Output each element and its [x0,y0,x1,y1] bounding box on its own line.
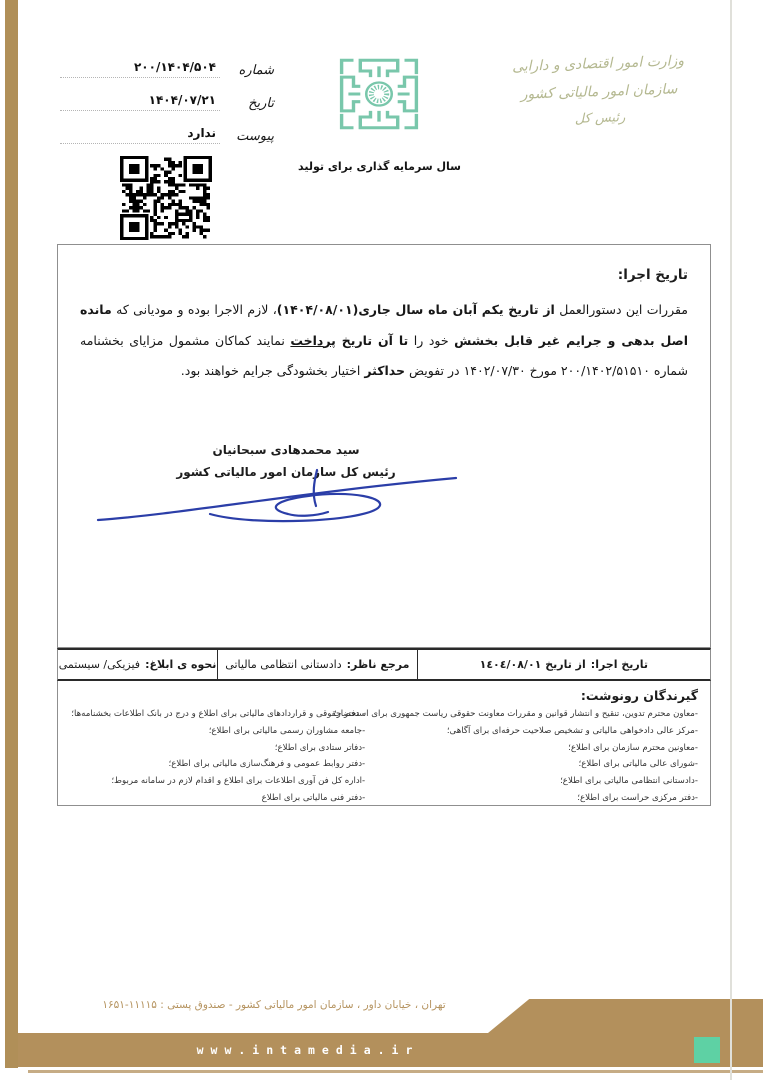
info-cell-supervising-authority [217,650,417,679]
paragraph-segment: خود را [408,332,455,348]
info-cell-notification-method [58,650,217,679]
meta-date-row [60,87,274,111]
meta-attachment-label: پیوست [236,129,274,144]
authority-value: دادستانی انتظامی مالیاتی [225,658,342,671]
execution-label: تاریخ اجرا: [590,658,648,671]
meta-attachment-value: ندارد [187,126,216,140]
recipient-item: -دفتر مرکزی حراست برای اطلاع؛ [577,792,698,803]
paragraph-segment: ، لازم الاجرا بوده و مودیانی که [111,302,277,317]
letterhead-role: رئیس کل [574,110,626,127]
recipient-item: -دفتر روابط عمومی و فرهنگ‌سازی مالیاتی برای اطلاع؛ [168,759,366,770]
recipient-item: -معاونین محترم سازمان برای اطلاع؛ [568,742,698,753]
paragraph-segment: مقررات این دستورالعمل [554,302,688,317]
year-slogan: سال سرمایه گذاری برای تولید [298,160,461,173]
recipient-item: - دفتر حقوقی و قراردادهای مالیاتی برای اطلاع و درج در بانک اطلاعات بخشنامه‌ها؛ [71,709,366,719]
execution-date-heading: تاریخ اجرا: [617,267,688,283]
notification-value: فیزیکی/ سیستمی [58,658,141,671]
left-decorative-stripe [5,0,18,1068]
meta-date-label: تاریخ [248,96,274,111]
info-table [57,648,711,681]
letter-meta-block [60,54,274,153]
meta-number-row [60,54,274,78]
recipient-item: -شورای عالی مالیاتی برای اطلاع؛ [578,759,698,770]
footer-address: تهران ، خیابان داور ، سازمان امور مالیاتی کشور - صندوق پستی : ۱۱۱۱۵-۱۶۵۱ [102,999,446,1011]
recipient-item: -دفاتر ستادی برای اطلاع؛ [274,742,366,753]
recipients-column-right [333,706,698,807]
meta-number-label: شماره [238,63,274,78]
signatory-name: سید محمدهادی سبحانیان [212,443,360,457]
paragraph-segment: پرداخت [290,332,336,348]
paragraph-segment: از تاریخ یکم آبان ماه سال جاری(۱۴۰۴/۰۸/۰۱) [276,302,555,317]
recipient-item: -مرکز عالی دادخواهی مالیاتی و تشخیص صلاحیت حرفه‌ای برای آگاهی؛ [446,725,698,736]
page-edge-shadow [730,0,732,1080]
recipients-columns [70,706,698,807]
letter-paragraph [75,295,689,387]
tax-organization-logo-icon [328,48,430,140]
website-text: www.intamedia.ir [196,1043,420,1057]
meta-attachment-line [60,122,220,144]
letterhead-organization: سازمان امور مالیاتی کشور [520,81,678,103]
qr-code [120,156,212,240]
meta-date-line [60,89,220,111]
copy-recipients-box [57,681,711,806]
paragraph-segment: مانده اصل بدهی و جرایم غیر قابل بخشش [75,302,689,348]
footer-bar [18,1033,763,1067]
meta-number-line [60,56,220,78]
footer-decorative-trapezoid [488,999,763,1033]
footer-underline [28,1070,763,1073]
letterhead [485,46,714,136]
notification-label: نحوه ی ابلاغ: [145,658,217,671]
signature-scribble [92,462,464,536]
paragraph-segment: تا آن تاریخ [335,332,409,348]
meta-number-value: ۲۰۰/۱۴۰۴/۵۰۴ [133,60,216,74]
recipients-heading: گیرندگان رونوشت: [580,688,698,703]
recipient-item: -جامعه مشاوران رسمی مالیاتی برای اطلاع؛ [208,725,366,736]
meta-attachment-row [60,120,274,144]
paragraph-segment: حداکثر [364,363,405,379]
signatory-title: رئیس کل سازمان امور مالیاتی کشور [176,465,396,479]
recipient-item: -دادستانی انتظامی مالیاتی برای اطلاع؛ [560,776,698,786]
meta-date-value: ۱۴۰۴/۰۷/۲۱ [148,93,216,107]
info-cell-execution-date [417,650,710,679]
recipient-item: -معاون محترم تدوین، تنقیح و انتشار قوانین و مقررات معاونت حقوقی ریاست جمهوری برای استحضار؛ [333,709,698,719]
execution-value: از تاریخ ١٤٠٤/٠٨/٠١ [479,658,586,671]
recipients-column-left [70,706,365,807]
footer-accent-square [694,1037,720,1063]
recipient-item: -دفتر فنی مالیاتی برای اطلاع [261,792,366,803]
paragraph-segment: اختیار بخشودگی جرایم خواهند بود. [180,363,365,379]
paragraph-segment: نمایند کماکان مشمول مزایای بخشنامه شماره ۲۰۰/۱۴۰۲/۵۱۵۱۰ مورخ ۱۴۰۲/۰۷/۳۰ در تفویض [76,332,688,379]
recipient-item: -اداره کل فن آوری اطلاعات برای اطلاع و اقدام لازم در سامانه مربوط؛ [111,776,366,786]
authority-label: مرجع ناظر: [346,658,410,671]
letterhead-ministry: وزارت امور اقتصادی و دارایی [511,53,685,76]
